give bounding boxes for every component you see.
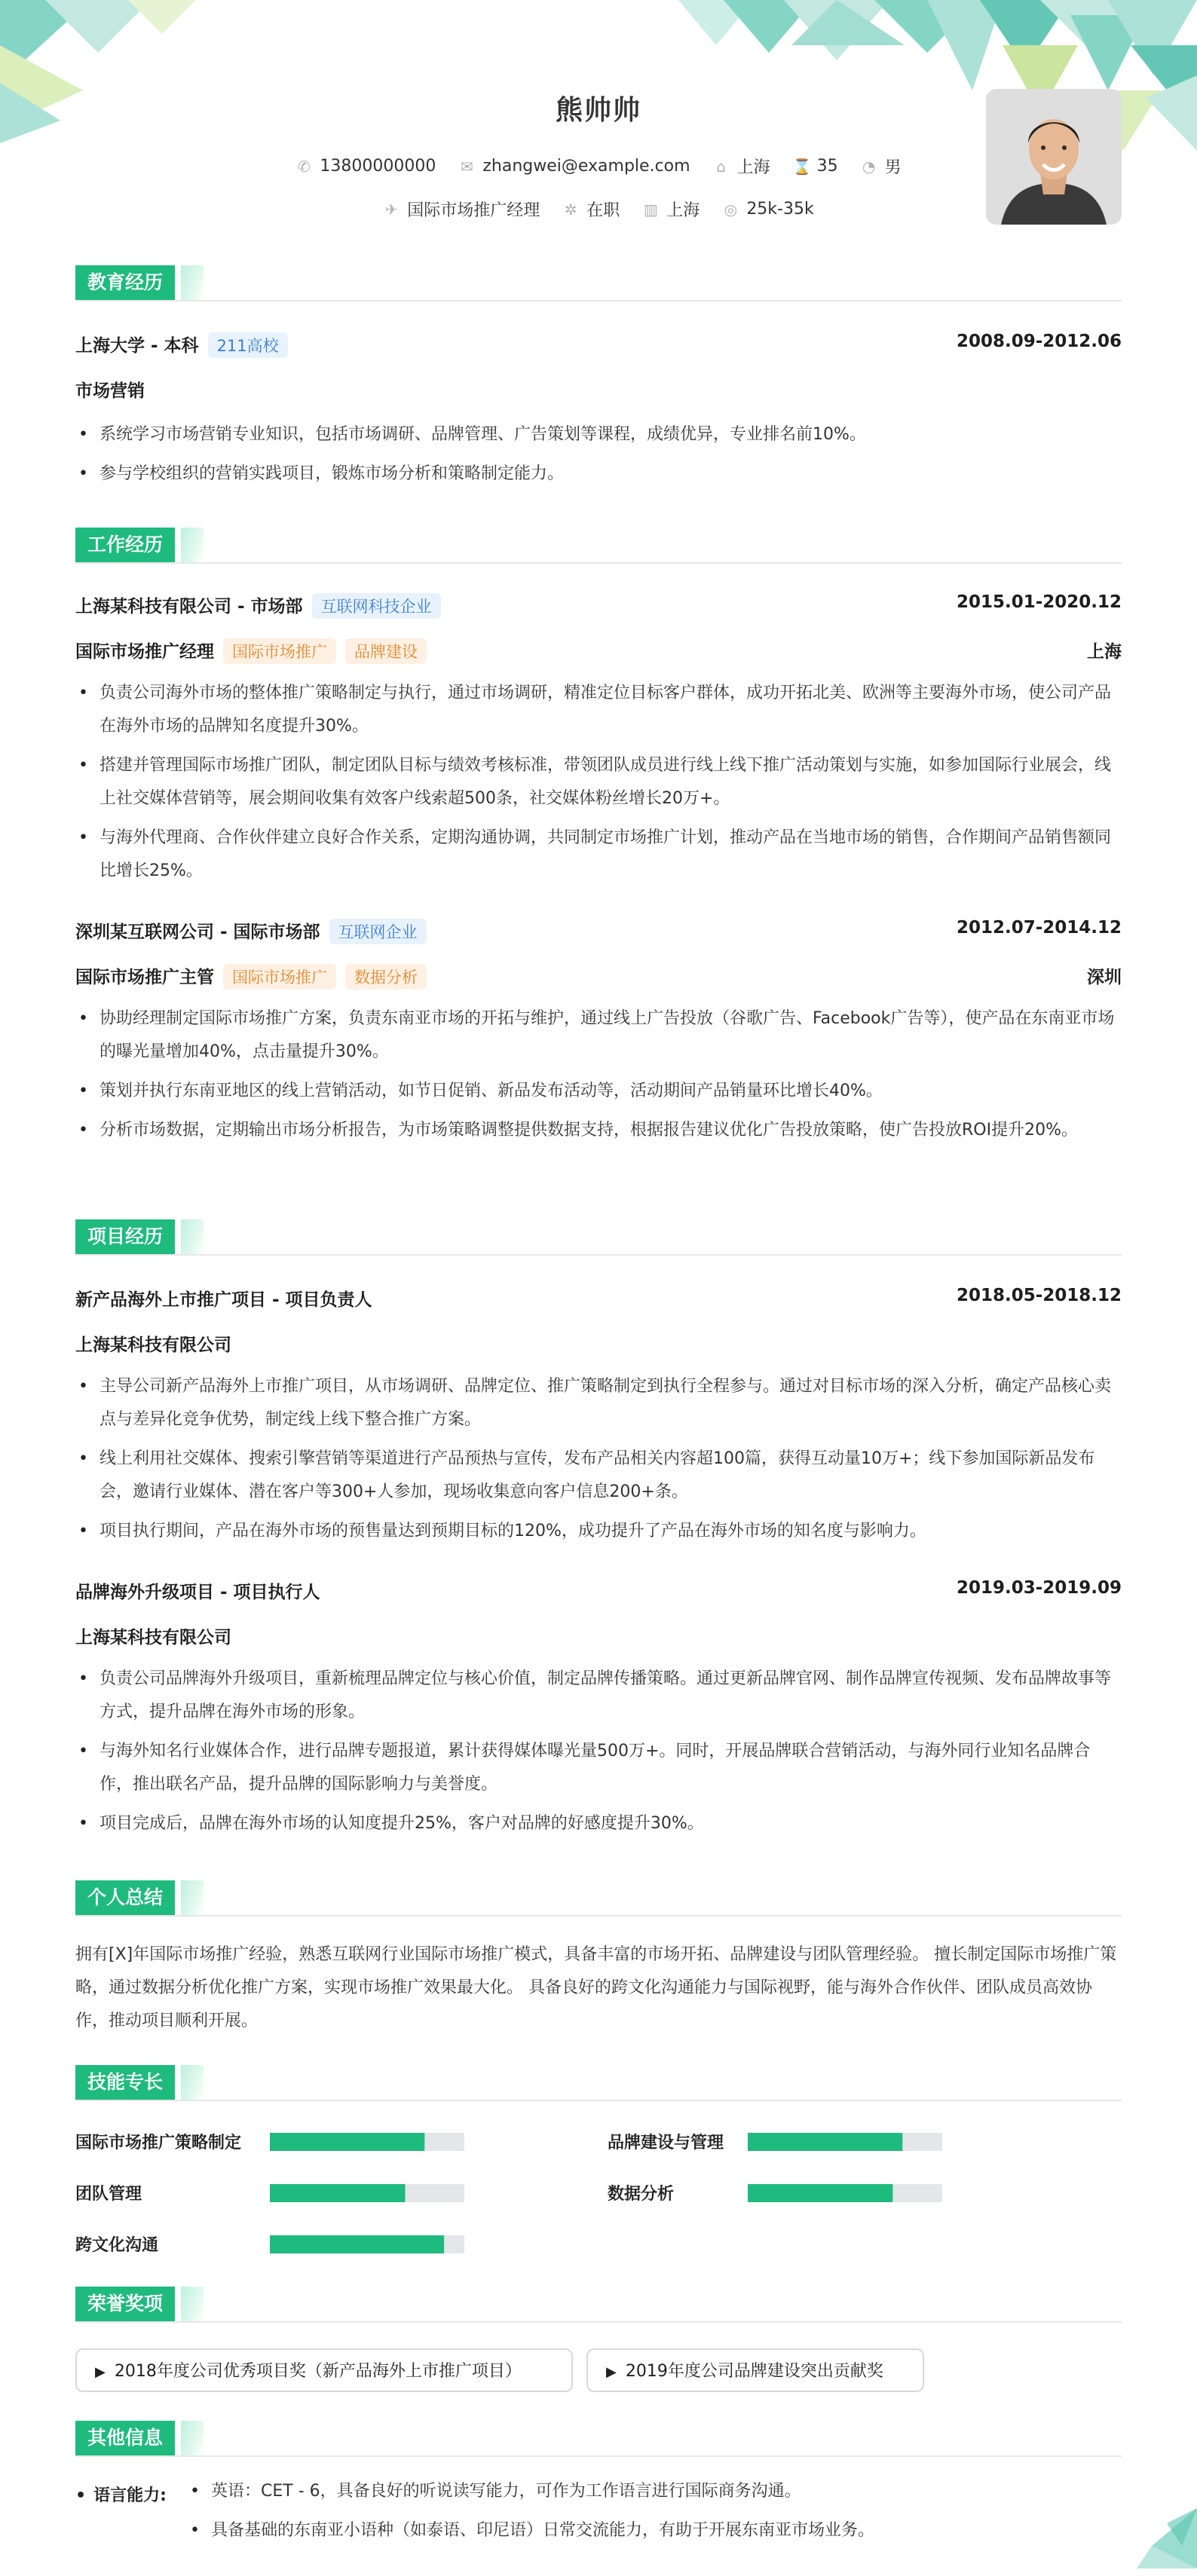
education-major-row: [75, 377, 1122, 402]
list-item: • 负责公司品牌海外升级项目，重新梳理品牌定位与核心价值，制定品牌传播策略。通过更新品牌官网、制作品牌宣传视频、发布品牌故事等方式，提升品牌在海外市场的形象。: [75, 1663, 1122, 1729]
skill-bar: [270, 2133, 464, 2151]
status-item: [562, 197, 620, 221]
email-text: zhangwei@example.com: [482, 157, 690, 176]
list-item: • 搭建并管理国际市场推广团队，制定团队目标与绩效考核标准，带领团队成员进行线上线下推广活动策划与实施，如参加国际行业展会，线上社交媒体营销等，展会期间收集有效客户线索超500条，社交媒体粉丝增长20万+。: [75, 749, 1122, 815]
position-item: [383, 197, 540, 221]
work-1-location: 上海: [1087, 642, 1122, 662]
summary-text: 拥有[X]年国际市场推广经验，熟悉互联网行业国际市场推广模式，具备丰富的市场开拓、品牌建设与团队管理经验。 擅长制定国际市场推广策略，通过数据分析优化推广方案，实现市场推广效果最大化。 具备良好的跨文化沟通能力与国际视野，能与海外合作伙伴、团队成员高效协作，推动项目顺利开展。: [75, 1945, 1117, 2030]
list-item: • 与海外代理商、合作伙伴建立良好合作关系，定期沟通协调，共同制定市场推广计划，推动产品在当地市场的销售，合作期间产品销售额同比增长25%。: [75, 821, 1122, 888]
work-1-company: 上海某科技有限公司 - 市场部: [75, 597, 303, 616]
play-icon: ▶: [606, 2364, 617, 2380]
city-text: 上海: [736, 158, 770, 177]
work-1-bullets: [75, 677, 1122, 894]
project-1-header: [75, 1286, 1122, 1311]
contact-row: [75, 154, 1122, 178]
work-1-date: 2015.01-2020.12: [956, 592, 1122, 612]
work-2-company: 深圳某互联网公司 - 国际市场部: [75, 922, 320, 942]
age-text: 35: [816, 157, 838, 176]
work-2-bullets: [75, 1002, 1122, 1153]
status-icon: ✲: [564, 200, 577, 219]
gender-icon: ◔: [862, 157, 876, 176]
list-item: • 参与学校组织的营销实践项目，锻炼市场分析和策略制定能力。: [75, 457, 1122, 491]
other-label-row: • 语言能力:: [75, 2486, 167, 2505]
list-item: • 与海外知名行业媒体合作，进行品牌专题报道，累计获得媒体曝光量500万+。同时，开展品牌联合营销活动，与海外同行业知名品牌合作，推出联名产品，提升品牌的国际影响力与美誉度。: [75, 1735, 1122, 1801]
section-work: [75, 528, 1122, 562]
work-1-tag-2: 品牌建设: [345, 638, 427, 664]
project-1-company-row: [75, 1331, 1122, 1356]
skill-bar-fill: [748, 2184, 892, 2202]
phone-icon: ✆: [298, 157, 311, 176]
award-item: [586, 2348, 924, 2392]
skill-name: 数据分析: [608, 2185, 675, 2204]
skill-name: 品牌建设与管理: [608, 2134, 724, 2152]
target-city-text: 上海: [666, 201, 700, 220]
work-2-tag-2: 数据分析: [345, 964, 427, 990]
list-item: • 线上利用社交媒体、搜索引擎营销等渠道进行产品预热与宣传，发布产品相关内容超100篇，获得互动量10万+；线下参加国际新品发布会，邀请行业媒体、潜在客户等300+人参加，现场收集意向客户信息200+条。: [75, 1442, 1122, 1509]
list-item: • 系统学习市场营销专业知识，包括市场调研、品牌管理、广告策划等课程，成绩优异，专业排名前10%。: [75, 418, 1122, 451]
skill-bar: [748, 2184, 942, 2202]
section-awards-title: 荣誉奖项: [75, 2287, 175, 2321]
project-2-company: 上海某科技有限公司: [75, 1628, 231, 1647]
education-major: 市场营销: [75, 381, 145, 401]
play-icon: ▶: [95, 2364, 106, 2380]
section-other-title: 其他信息: [75, 2421, 175, 2455]
project-2-bullets: [75, 1663, 1122, 1846]
education-school: 上海大学 - 本科: [75, 336, 199, 356]
project-1-title: 新产品海外上市推广项目 - 项目负责人: [75, 1290, 372, 1310]
project-1-date: 2018.05-2018.12: [956, 1286, 1122, 1305]
section-skills: [75, 2065, 1122, 2100]
section-work-title: 工作经历: [75, 528, 175, 562]
work-1-tag-1: 国际市场推广: [223, 638, 336, 664]
work-2-role-row: [75, 963, 1122, 990]
work-2-location: 深圳: [1087, 968, 1122, 987]
work-1-company-tag: 互联网科技企业: [312, 593, 441, 619]
language-label: 语言能力:: [93, 2486, 167, 2505]
section-education-title: 教育经历: [75, 265, 175, 300]
section-summary: [75, 1880, 1122, 1915]
salary-icon: ◎: [724, 200, 738, 219]
section-education: [75, 265, 1122, 300]
project-2-title: 品牌海外升级项目 - 项目执行人: [75, 1583, 320, 1602]
list-item: • 分析市场数据，定期输出市场分析报告，为市场策略调整提供数据支持，根据报告建议优化广告投放策略，使广告投放ROI提升20%。: [75, 1114, 1122, 1147]
work-2-tag-1: 国际市场推广: [223, 964, 336, 990]
project-1-company: 上海某科技有限公司: [75, 1335, 231, 1355]
work-2-date: 2012.07-2014.12: [956, 918, 1122, 938]
section-awards: [75, 2287, 1122, 2321]
language-bullets: [187, 2475, 1122, 2553]
project-2-header: [75, 1578, 1122, 1603]
award-text: 2019年度公司品牌建设突出贡献奖: [625, 2362, 883, 2381]
position-text: 国际市场推广经理: [407, 201, 540, 220]
education-header: [75, 332, 1122, 358]
skill-bar-fill: [748, 2133, 902, 2151]
age-icon: ⌛: [792, 157, 812, 176]
phone-item: [295, 154, 436, 178]
section-project: [75, 1219, 1122, 1254]
section-other: [75, 2421, 1122, 2455]
education-bullets: [75, 418, 1122, 497]
plane-icon: ✈: [384, 200, 398, 219]
work-2-role: 国际市场推广主管: [75, 968, 214, 987]
age-item: [793, 154, 838, 178]
list-item: • 策划并执行东南亚地区的线上营销活动，如节日促销、新品发布活动等，活动期间产品销量环比增长40%。: [75, 1075, 1122, 1108]
status-text: 在职: [586, 201, 620, 220]
skill-name: 团队管理: [75, 2185, 142, 2204]
skill-name: 国际市场推广策略制定: [75, 2134, 242, 2152]
city-item: [713, 154, 770, 178]
list-item: • 负责公司海外市场的整体推广策略制定与执行，通过市场调研，精准定位目标客户群体，成功开拓北美、欧洲等主要海外市场，使公司产品在海外市场的品牌知名度提升30%。: [75, 677, 1122, 743]
email-icon: ✉: [460, 157, 473, 176]
building-icon: ▥: [643, 200, 658, 219]
work-1-role-row: [75, 638, 1122, 664]
target-city-item: [642, 197, 700, 221]
section-project-title: 项目经历: [75, 1219, 175, 1254]
section-summary-title: 个人总结: [75, 1880, 175, 1915]
project-2-company-row: [75, 1623, 1122, 1648]
salary-item: [722, 197, 813, 221]
award-item: [75, 2348, 573, 2392]
education-tag: 211高校: [208, 332, 288, 358]
skill-name: 跨文化沟通: [75, 2236, 159, 2255]
list-item: • 项目完成后，品牌在海外市场的认知度提升25%，客户对品牌的好感度提升30%。: [75, 1807, 1122, 1840]
gender-item: [861, 154, 902, 178]
project-1-bullets: [75, 1370, 1122, 1554]
list-item: • 具备基础的东南亚小语种（如泰语、印尼语）日常交流能力，有助于开展东南亚市场业务。: [187, 2514, 1122, 2547]
avatar: [986, 89, 1122, 225]
education-date: 2008.09-2012.06: [956, 332, 1122, 351]
email-item: [458, 154, 690, 178]
gender-text: 男: [884, 158, 902, 177]
skill-bar: [270, 2184, 464, 2202]
list-item: • 主导公司新产品海外上市推广项目，从市场调研、品牌定位、推广策略制定到执行全程参与。通过对目标市场的深入分析，确定产品核心卖点与差异化竞争优势，制定线上线下整合推广方案。: [75, 1370, 1122, 1436]
work-1-role: 国际市场推广经理: [75, 642, 214, 662]
skill-bar: [270, 2235, 464, 2253]
project-2-date: 2019.03-2019.09: [956, 1578, 1122, 1598]
job-intent-row: [75, 197, 1122, 221]
skill-bar-fill: [270, 2184, 406, 2202]
list-item: • 英语：CET - 6，具备良好的听说读写能力，可作为工作语言进行国际商务沟通。: [187, 2475, 1122, 2508]
home-icon: ⌂: [716, 157, 726, 176]
salary-text: 25k-35k: [746, 200, 814, 219]
work-2-header: [75, 918, 1122, 944]
skill-bar: [748, 2133, 942, 2151]
list-item: • 协助经理制定国际市场推广方案，负责东南亚市场的开拓与维护，通过线上广告投放（谷歌广告、Facebook广告等），使产品在东南亚市场的曝光量增加40%，点击量提升30%。: [75, 1002, 1122, 1069]
skill-bar-fill: [270, 2235, 444, 2253]
section-skills-title: 技能专长: [75, 2065, 175, 2100]
award-text: 2018年度公司优秀项目奖（新产品海外上市推广项目）: [114, 2362, 522, 2381]
work-1-header: [75, 592, 1122, 619]
list-item: • 项目执行期间，产品在海外市场的预售量达到预期目标的120%，成功提升了产品在海外市场的知名度与影响力。: [75, 1515, 1122, 1548]
phone-text: 13800000000: [320, 157, 436, 176]
candidate-name: 熊帅帅: [555, 95, 641, 126]
work-2-company-tag: 互联网企业: [329, 919, 427, 944]
skill-bar-fill: [270, 2133, 424, 2151]
